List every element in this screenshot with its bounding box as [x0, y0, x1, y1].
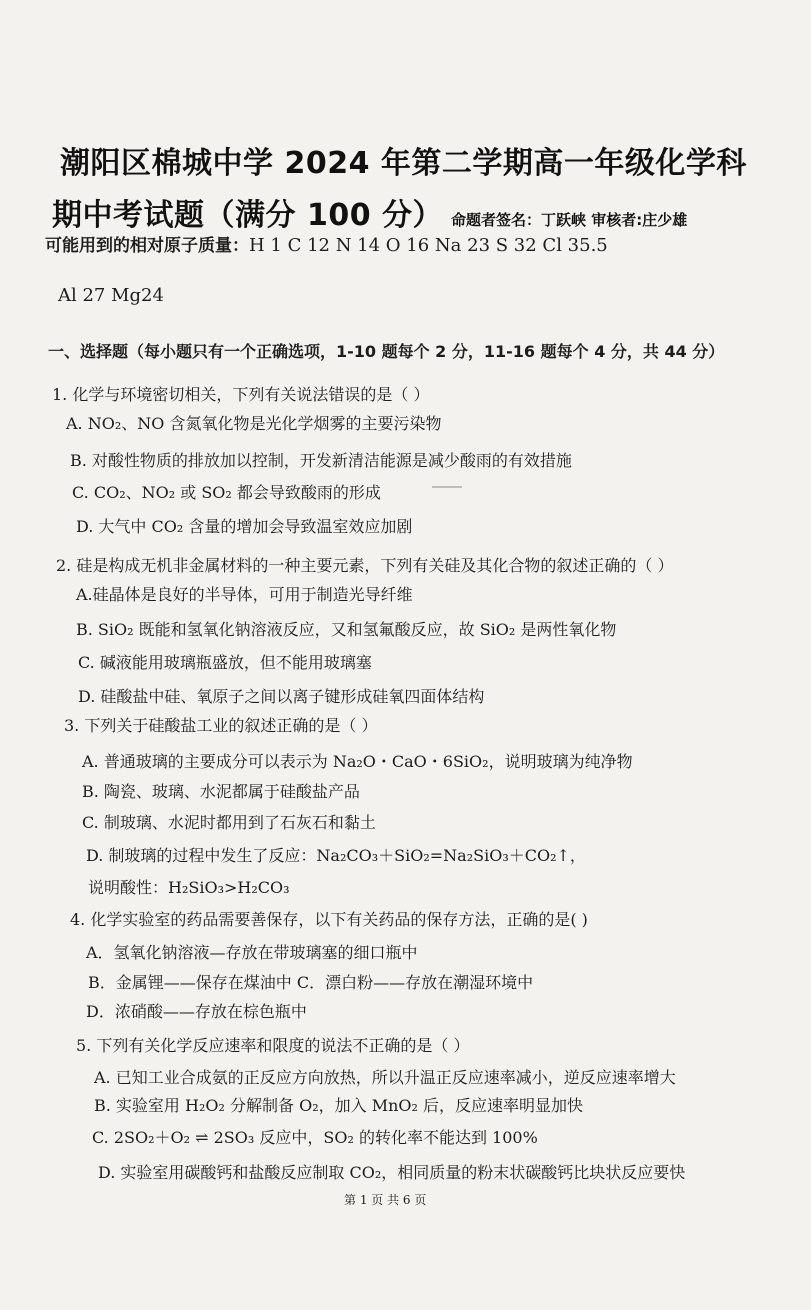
question-1-option-c: C. CO₂、NO₂ 或 SO₂ 都会导致酸雨的形成 [72, 483, 381, 502]
question-4-option-d: D．浓硝酸——存放在棕色瓶中 [86, 1002, 307, 1021]
question-2-option-c: C. 碱液能用玻璃瓶盛放，但不能用玻璃塞 [78, 653, 372, 672]
question-1-option-d: D. 大气中 CO₂ 含量的增加会导致温室效应加剧 [76, 517, 413, 536]
question-5-option-a: A. 已知工业合成氨的正反应方向放热，所以升温正反应速率减小，逆反应速率增大 [94, 1068, 676, 1087]
question-4-stem: 4. 化学实验室的药品需要善保存，以下有关药品的保存方法，正确的是( ) [70, 910, 588, 929]
author-signature: 命题者签名：丁跃峡 审核者:庄少雄 [451, 211, 688, 229]
question-3-option-d: D. 制玻璃的过程中发生了反应：Na₂CO₃＋SiO₂=Na₂SiO₃＋CO₂↑， [86, 846, 586, 865]
question-2-stem: 2. 硅是构成无机非金属材料的一种主要元素，下列有关硅及其化合物的叙述正确的（ ） [56, 556, 674, 575]
question-2-option-a: A.硅晶体是良好的半导体，可用于制造光导纤维 [76, 585, 413, 604]
question-2-option-b: B. SiO₂ 既能和氢氧化钠溶液反应，又和氢氟酸反应，故 SiO₂ 是两性氧化物 [76, 620, 617, 639]
question-1-option-a: A. NO₂、NO 含氮氧化物是光化学烟雾的主要污染物 [66, 414, 442, 433]
question-4-option-bc: B．金属锂——保存在煤油中 C．漂白粉——存放在潮湿环境中 [88, 973, 534, 992]
question-3-option-a: A. 普通玻璃的主要成分可以表示为 Na₂O・CaO・6SiO₂，说明玻璃为纯净物 [82, 752, 633, 771]
ink-smudge [432, 486, 462, 488]
question-1-stem: 1. 化学与环境密切相关，下列有关说法错误的是（ ） [52, 385, 430, 404]
question-5-option-b: B. 实验室用 H₂O₂ 分解制备 O₂，加入 MnO₂ 后，反应速率明显加快 [94, 1096, 584, 1115]
atomic-masses-values: H 1 C 12 N 14 O 16 Na 23 S 32 Cl 35.5 [249, 235, 608, 256]
question-5-option-c: C. 2SO₂＋O₂ ⇌ 2SO₃ 反应中，SO₂ 的转化率不能达到 100% [92, 1128, 538, 1147]
question-2-option-d: D. 硅酸盐中硅、氧原子之间以离子键形成硅氧四面体结构 [78, 687, 485, 706]
atomic-masses-line1 [45, 233, 608, 259]
exam-title-line1: 潮阳区棉城中学 2024 年第二学期高一年级化学科 [60, 146, 747, 181]
atomic-masses-line2: Al 27 Mg24 [58, 285, 164, 306]
question-3-option-b: B. 陶瓷、玻璃、水泥都属于硅酸盐产品 [82, 782, 360, 801]
question-3-option-c: C. 制玻璃、水泥时都用到了石灰石和黏土 [82, 813, 376, 832]
exam-title-line2 [52, 190, 687, 234]
question-1-option-b: B. 对酸性物质的排放加以控制，开发新清洁能源是减少酸雨的有效措施 [70, 451, 572, 470]
page-footer: 第 1 页 共 6 页 [344, 1193, 427, 1207]
question-3-option-d-cont: 说明酸性：H₂SiO₃>H₂CO₃ [88, 878, 290, 897]
atomic-masses-label: 可能用到的相对原子质量： [45, 236, 249, 256]
question-4-option-a: A．氢氧化钠溶液—存放在带玻璃塞的细口瓶中 [86, 943, 418, 962]
question-3-stem: 3. 下列关于硅酸盐工业的叙述正确的是（ ） [64, 716, 378, 735]
section-heading: 一、选择题（每小题只有一个正确选项，1-10 题每个 2 分，11-16 题每个 4 分，共 44 分） [48, 342, 725, 361]
question-5-option-d: D. 实验室用碳酸钙和盐酸反应制取 CO₂，相同质量的粉末状碳酸钙比块状反应要快 [98, 1163, 686, 1182]
question-5-stem: 5. 下列有关化学反应速率和限度的说法不正确的是（ ） [76, 1036, 470, 1055]
exam-title-text: 期中考试题（满分 100 分） [52, 198, 444, 233]
